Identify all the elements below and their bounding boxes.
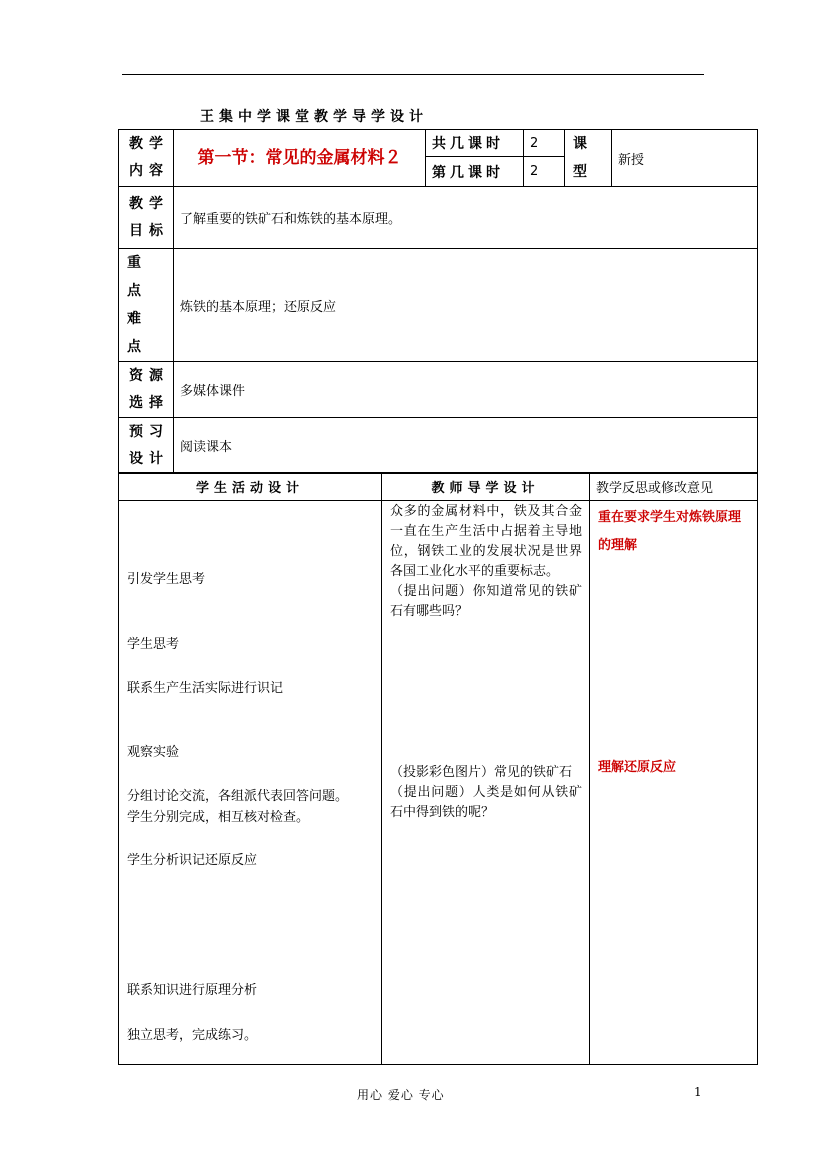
resources-label: 资 源 选 择: [119, 362, 174, 418]
student-line: 学生思考: [127, 637, 180, 652]
teacher-guide-header: 教师导学设计: [382, 473, 590, 501]
student-line: 引发学生思考: [127, 572, 206, 587]
preview-label: 预 习 设 计: [119, 418, 174, 474]
key-points-label: 重 点 难 点: [119, 249, 174, 362]
student-line: 观察实验: [127, 745, 180, 760]
reflection-header: 教学反思或修改意见: [590, 473, 758, 501]
lesson-info-table: [118, 129, 758, 474]
key-points-text: 炼铁的基本原理；还原反应: [174, 249, 758, 362]
student-activity-cell: [119, 501, 382, 1065]
total-hours-value: 2: [524, 130, 565, 157]
total-hours-label: 共几课时: [426, 130, 524, 157]
activity-table: [118, 472, 758, 1065]
preview-text: 阅读课本: [174, 418, 758, 474]
type-label: 课 型: [565, 130, 612, 187]
current-hour-label: 第几课时: [426, 157, 524, 187]
objectives-label: 教 学 目 标: [119, 187, 174, 249]
reflection-cell: [590, 501, 758, 1065]
student-line: 独立思考，完成练习。: [127, 1028, 258, 1043]
student-line: 联系生产生活实际进行识记: [127, 681, 284, 696]
reflection-note-1: 重在要求学生对炼铁原理的理解: [598, 510, 742, 553]
resources-text: 多媒体课件: [174, 362, 758, 418]
student-line: 分组讨论交流，各组派代表回答问题。: [127, 789, 349, 804]
student-line: 学生分别完成，相互核对检查。: [127, 810, 310, 825]
student-line: 联系知识进行原理分析: [127, 983, 258, 998]
page-number: 1: [694, 1085, 702, 1099]
type-value: 新授: [612, 130, 758, 187]
teacher-guide-block-1: 众多的金属材料中，铁及其合金一直在生产生活中占据着主导地位，钢铁工业的发展状况是世界各国工业化水平的重要标志。 （提出问题）你知道常见的铁矿石有哪些吗？: [390, 504, 582, 619]
student-line: 学生分析识记还原反应: [127, 853, 258, 868]
teacher-guide-block-2: （投影彩色图片）常见的铁矿石 （提出问题）人类是如何从铁矿石中得到铁的呢？: [390, 765, 582, 820]
header-rule: [122, 74, 704, 75]
current-hour-value: 2: [524, 157, 565, 187]
reflection-note-2: 理解还原反应: [598, 760, 677, 775]
content-label: 教 学 内 容: [119, 130, 174, 187]
footer-motto: 用心 爱心 专心: [357, 1088, 445, 1102]
student-activity-header: 学生活动设计: [119, 473, 382, 501]
teacher-guide-cell: [382, 501, 590, 1065]
lesson-title: 第一节：常见的金属材料２: [174, 130, 426, 187]
document-title: 王集中学课堂教学导学设计: [200, 109, 428, 125]
objectives-text: 了解重要的铁矿石和炼铁的基本原理。: [174, 187, 758, 249]
